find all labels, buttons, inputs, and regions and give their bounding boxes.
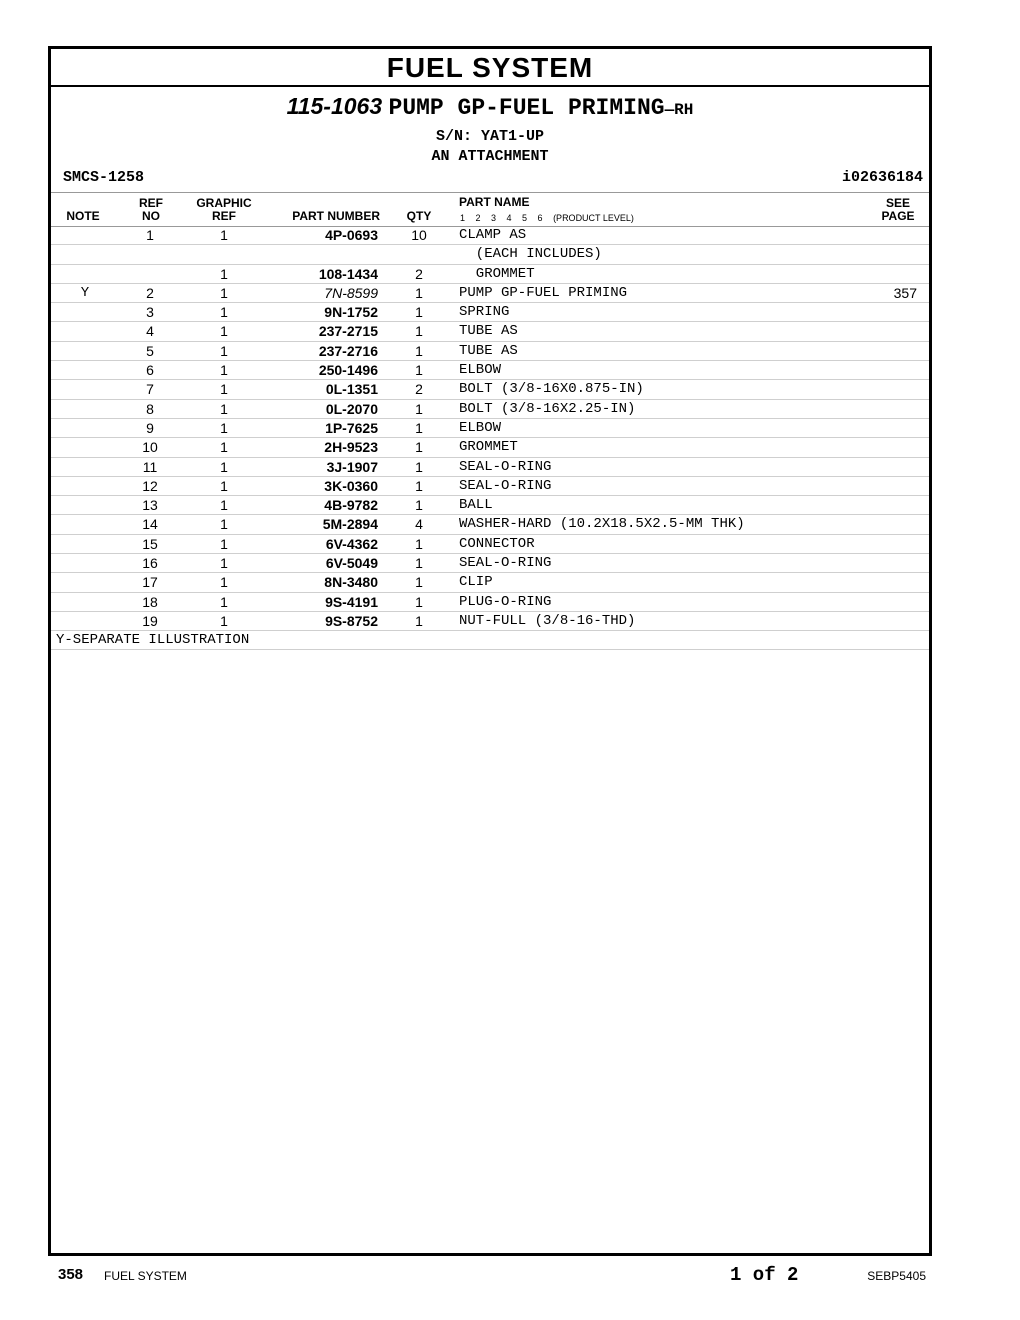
cell-pn: 2H-9523 bbox=[324, 439, 378, 456]
sheet-header bbox=[51, 89, 929, 167]
cell-gref: 1 bbox=[220, 555, 228, 572]
cell-ref: 14 bbox=[142, 516, 158, 533]
cell-name: TUBE AS bbox=[459, 342, 518, 359]
cell-ref: 1 bbox=[146, 227, 154, 243]
cell-qty: 1 bbox=[415, 458, 423, 475]
table-row bbox=[51, 419, 929, 438]
cell-qty: 1 bbox=[415, 362, 423, 379]
table-row bbox=[51, 361, 929, 380]
cell-name: GROMMET bbox=[459, 265, 535, 282]
table-row bbox=[51, 303, 929, 322]
part-group-name: PUMP GP-FUEL PRIMING bbox=[388, 95, 665, 121]
cell-name: PUMP GP-FUEL PRIMING bbox=[459, 284, 628, 301]
table-row bbox=[51, 573, 929, 592]
cell-qty: 1 bbox=[415, 497, 423, 514]
serial-number-range: S/N: YAT1-UP bbox=[435, 128, 545, 145]
cell-qty: 1 bbox=[415, 612, 423, 629]
table-row bbox=[51, 477, 929, 496]
cell-pn: 8N-3480 bbox=[324, 574, 378, 591]
cell-ref: 6 bbox=[146, 362, 154, 379]
cell-gref: 1 bbox=[220, 593, 228, 610]
header-part-name: PART NAME bbox=[459, 195, 530, 209]
cell-ref: 17 bbox=[142, 574, 158, 591]
cell-pn: 7N-8599 bbox=[324, 284, 378, 301]
cell-name: SEAL-O-RING bbox=[459, 555, 552, 572]
cell-name: ELBOW bbox=[459, 362, 502, 379]
cell-name: SPRING bbox=[459, 304, 510, 321]
cell-name: PLUG-O-RING bbox=[459, 593, 552, 610]
cell-name: BOLT (3/8-16X2.25-IN) bbox=[459, 400, 636, 417]
cell-name: (EACH INCLUDES) bbox=[459, 246, 602, 263]
table-row bbox=[51, 226, 929, 245]
cell-ref: 2 bbox=[146, 284, 154, 301]
cell-pn: 9S-4191 bbox=[325, 593, 378, 610]
table-row bbox=[51, 380, 929, 399]
document-number: SEBP5405 bbox=[867, 1269, 926, 1283]
table-row bbox=[51, 265, 929, 284]
cell-gref: 1 bbox=[220, 362, 228, 379]
footer-section: FUEL SYSTEM bbox=[104, 1269, 187, 1283]
table-row bbox=[51, 554, 929, 573]
header-qty: QTY bbox=[406, 209, 432, 223]
cell-ref: 4 bbox=[146, 323, 154, 340]
cell-pn: 9N-1752 bbox=[324, 304, 378, 321]
table-row bbox=[51, 515, 929, 534]
cell-name: CLAMP AS bbox=[459, 227, 527, 243]
section-title: FUEL SYSTEM bbox=[51, 49, 929, 87]
header-product-levels: 1 2 3 4 5 6 (PRODUCT LEVEL) bbox=[460, 213, 634, 223]
cell-pn: 4B-9782 bbox=[324, 497, 378, 514]
cell-see: 357 bbox=[893, 284, 917, 301]
cell-gref: 1 bbox=[220, 419, 228, 436]
cell-gref: 1 bbox=[220, 227, 228, 243]
header-note: NOTE bbox=[66, 209, 100, 223]
part-title bbox=[51, 89, 929, 127]
cell-qty: 1 bbox=[415, 535, 423, 552]
cell-qty: 1 bbox=[415, 439, 423, 456]
table-row bbox=[51, 593, 929, 612]
cell-ref: 13 bbox=[142, 497, 158, 514]
cell-ref: 16 bbox=[142, 555, 158, 572]
cell-name: CONNECTOR bbox=[459, 535, 535, 552]
cell-gref: 1 bbox=[220, 477, 228, 494]
table-row bbox=[51, 284, 929, 303]
cell-ref: 18 bbox=[142, 593, 158, 610]
cell-gref: 1 bbox=[220, 381, 228, 398]
cell-gref: 1 bbox=[220, 458, 228, 475]
cell-qty: 1 bbox=[415, 555, 423, 572]
cell-pn: 4P-0693 bbox=[325, 227, 378, 243]
cell-ref: 15 bbox=[142, 535, 158, 552]
cell-ref: 9 bbox=[146, 419, 154, 436]
cell-qty: 1 bbox=[415, 342, 423, 359]
header-see-page: SEE PAGE bbox=[881, 196, 915, 223]
cell-pn: 3J-1907 bbox=[326, 458, 378, 475]
page-footer bbox=[0, 1262, 1020, 1292]
table-row bbox=[51, 535, 929, 554]
cell-gref: 1 bbox=[220, 535, 228, 552]
part-group-number: 115-1063 bbox=[286, 93, 383, 119]
cell-gref: 1 bbox=[220, 342, 228, 359]
table-row bbox=[51, 342, 929, 361]
cell-qty: 1 bbox=[415, 593, 423, 610]
cell-pn: 5M-2894 bbox=[322, 516, 378, 533]
cell-gref: 1 bbox=[220, 265, 228, 282]
cell-pn: 6V-4362 bbox=[325, 535, 378, 552]
cell-name: BALL bbox=[459, 497, 493, 514]
header-graphic-ref: GRAPHIC REF bbox=[196, 196, 252, 223]
cell-qty: 1 bbox=[415, 323, 423, 340]
parts-table-body bbox=[51, 226, 929, 650]
cell-qty: 1 bbox=[415, 477, 423, 494]
table-row bbox=[51, 438, 929, 457]
cell-qty: 10 bbox=[411, 227, 427, 243]
sheet-indicator: 1 of 2 bbox=[730, 1264, 799, 1286]
footnote: Y-SEPARATE ILLUSTRATION bbox=[51, 631, 929, 650]
cell-pn: 108-1434 bbox=[318, 265, 378, 282]
table-header bbox=[51, 192, 929, 227]
cell-pn: 9S-8752 bbox=[325, 612, 378, 629]
cell-ref: 7 bbox=[146, 381, 154, 398]
page-frame bbox=[48, 46, 932, 1256]
cell-note: Y bbox=[80, 284, 90, 301]
part-group-side: —RH bbox=[664, 101, 694, 119]
cell-ref: 10 bbox=[142, 439, 158, 456]
cell-qty: 1 bbox=[415, 574, 423, 591]
cell-gref: 1 bbox=[220, 400, 228, 417]
cell-ref: 19 bbox=[142, 612, 158, 629]
cell-name: BOLT (3/8-16X0.875-IN) bbox=[459, 381, 644, 398]
cell-ref: 3 bbox=[146, 304, 154, 321]
cell-pn: 1P-7625 bbox=[325, 419, 378, 436]
cell-gref: 1 bbox=[220, 612, 228, 629]
table-row bbox=[51, 458, 929, 477]
cell-pn: 0L-2070 bbox=[325, 400, 378, 417]
cell-ref: 8 bbox=[146, 400, 154, 417]
cell-qty: 1 bbox=[415, 304, 423, 321]
cell-gref: 1 bbox=[220, 284, 228, 301]
cell-qty: 1 bbox=[415, 284, 423, 301]
cell-name: CLIP bbox=[459, 574, 493, 591]
cell-pn: 237-2715 bbox=[318, 323, 378, 340]
cell-gref: 1 bbox=[220, 439, 228, 456]
cell-name: ELBOW bbox=[459, 419, 502, 436]
header-product-level-label: (PRODUCT LEVEL) bbox=[553, 213, 634, 223]
cell-pn: 250-1496 bbox=[318, 362, 378, 379]
cell-ref: 12 bbox=[142, 477, 158, 494]
cell-pn: 0L-1351 bbox=[325, 381, 378, 398]
table-row bbox=[51, 496, 929, 515]
illustration-id: i02636184 bbox=[841, 169, 923, 186]
cell-gref: 1 bbox=[220, 516, 228, 533]
cell-gref: 1 bbox=[220, 304, 228, 321]
cell-name: NUT-FULL (3/8-16-THD) bbox=[459, 612, 636, 629]
attachment-label: AN ATTACHMENT bbox=[431, 148, 549, 165]
cell-name: SEAL-O-RING bbox=[459, 458, 552, 475]
cell-gref: 1 bbox=[220, 323, 228, 340]
table-row bbox=[51, 245, 929, 264]
cell-name: GROMMET bbox=[459, 439, 518, 456]
table-row bbox=[51, 612, 929, 631]
table-row bbox=[51, 322, 929, 341]
cell-qty: 1 bbox=[415, 400, 423, 417]
cell-qty: 1 bbox=[415, 419, 423, 436]
cell-pn: 237-2716 bbox=[318, 342, 378, 359]
cell-ref: 11 bbox=[142, 458, 158, 475]
cell-qty: 2 bbox=[415, 381, 423, 398]
cell-gref: 1 bbox=[220, 497, 228, 514]
header-part-number: PART NUMBER bbox=[292, 209, 380, 223]
cell-name: WASHER-HARD (10.2X18.5X2.5-MM THK) bbox=[459, 516, 745, 533]
cell-name: SEAL-O-RING bbox=[459, 477, 552, 494]
cell-name: TUBE AS bbox=[459, 323, 518, 340]
table-row bbox=[51, 400, 929, 419]
header-ref-no: REF NO bbox=[139, 196, 163, 223]
cell-pn: 6V-5049 bbox=[325, 555, 378, 572]
cell-gref: 1 bbox=[220, 574, 228, 591]
cell-qty: 2 bbox=[415, 265, 423, 282]
cell-ref: 5 bbox=[146, 342, 154, 359]
page-number: 358 bbox=[58, 1266, 84, 1283]
smcs-code: SMCS-1258 bbox=[63, 169, 145, 186]
cell-pn: 3K-0360 bbox=[324, 477, 378, 494]
cell-qty: 4 bbox=[415, 516, 423, 533]
